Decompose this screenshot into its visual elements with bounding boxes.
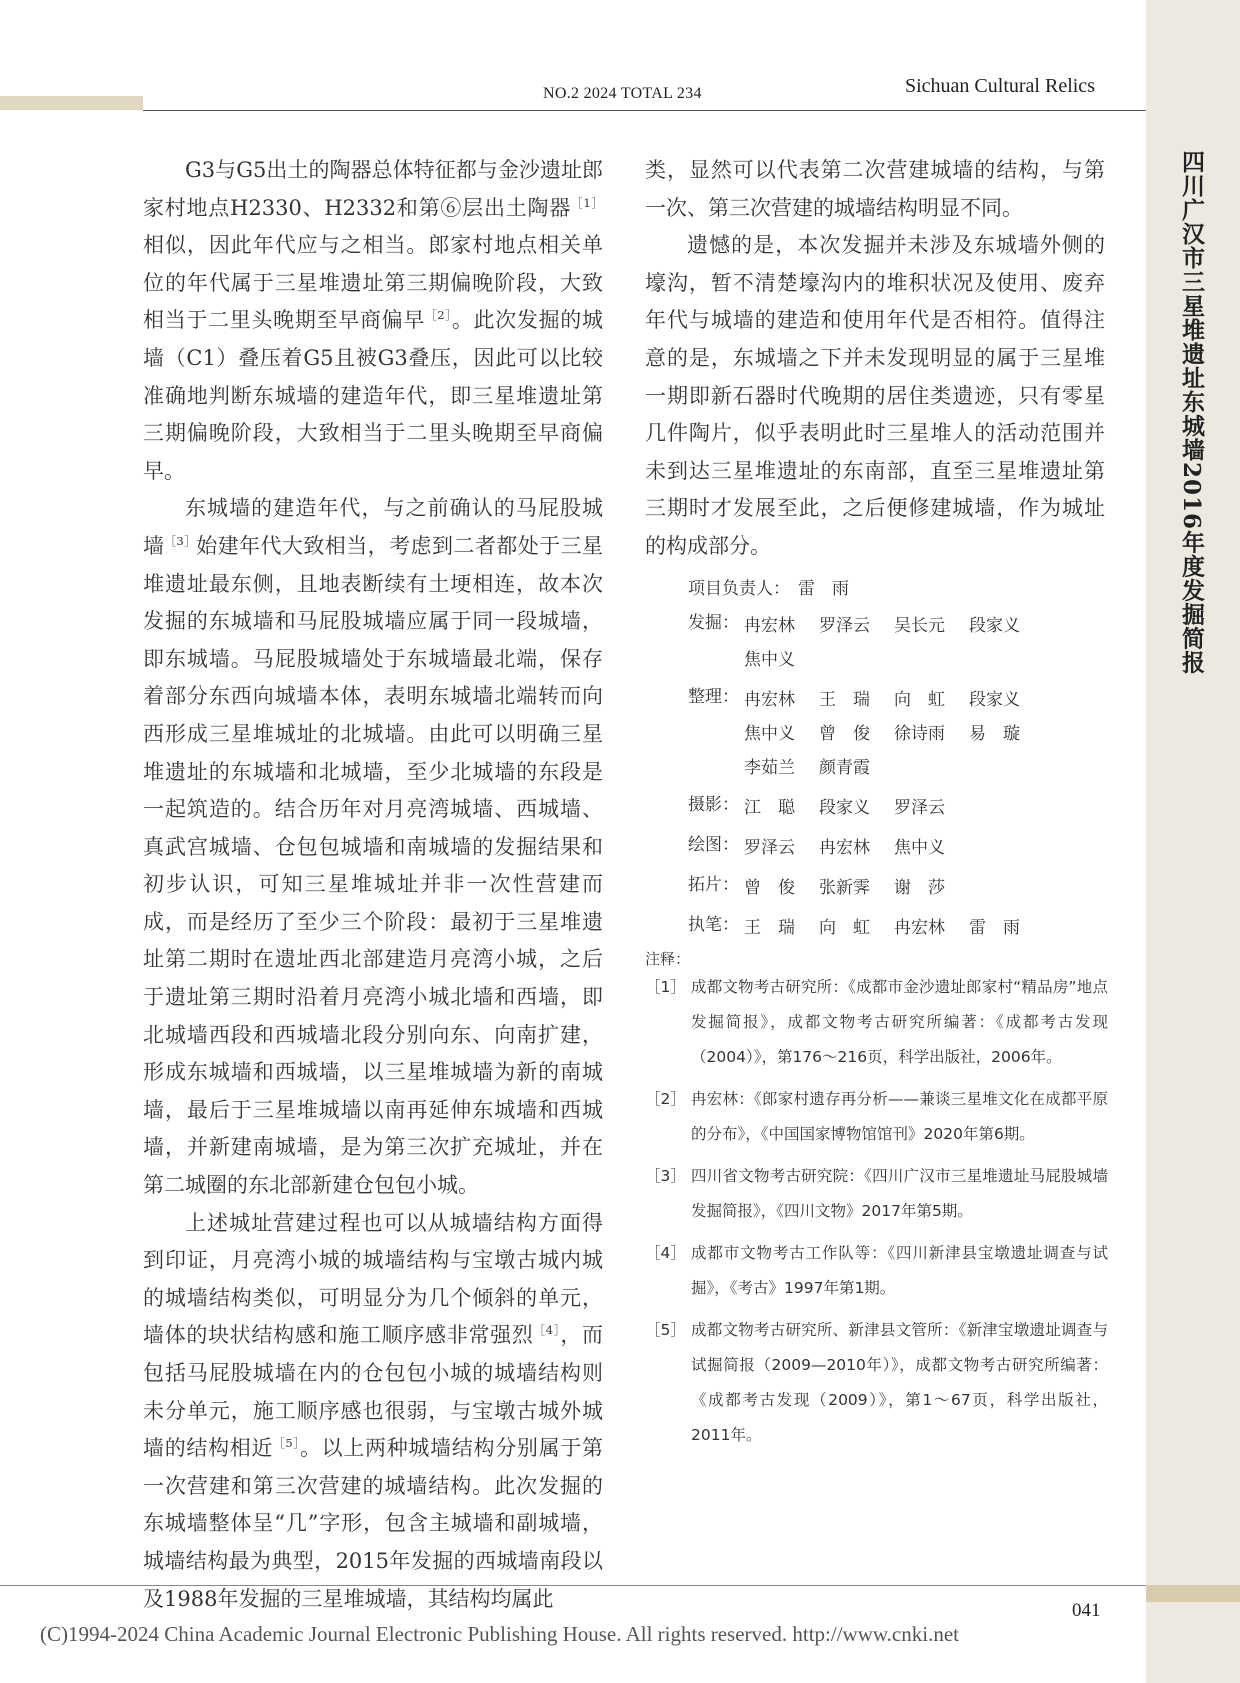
reference-item [645,1082,1108,1152]
body-paragraph [143,1205,603,1619]
credit-names [744,911,1044,945]
credit-name: 吴长元 [894,616,945,636]
note-ref[interactable]: ［3］ [164,533,197,548]
credit-row [688,791,1108,825]
credit-name: 王 瑞 [744,918,795,938]
credit-name: 谢 莎 [894,878,945,898]
body-paragraph [143,490,603,1204]
credit-name: 段家义 [819,798,870,818]
text-segment: 东城墙的建造年代，与之前确认的马屁股城墙 [143,496,603,558]
reference-number: ［2］ [645,1090,686,1108]
credit-name: 李茹兰 [744,758,795,778]
credit-name: 雷 雨 [798,579,849,599]
note-ref[interactable]: ［5］ [273,1436,300,1451]
credit-name: 曾 俊 [744,878,795,898]
text-segment: 上述城址营建过程也可以从城墙结构方面得到印证，月亮湾小城的城墙结构与宝墩古城内城的城墙结构类似，可明显分为几个倾斜的单元，墙体的块状结构感和施工顺序感非常强烈 [143,1210,603,1348]
text-segment: 相似，因此年代应与之相当。郎家村地点相关单位的年代属于三星堆遗址第三期偏晚阶段，大致相当于二里头晚期至早商偏早 [143,233,603,333]
credit-names [744,683,1044,785]
notes-heading: 注释： [645,950,691,968]
credit-name: 张新霁 [819,878,870,898]
reference-text: 四川省文物考古研究院：《四川广汉市三星堆遗址马屁股城墙发掘简报》，《四川文物》2017年第5期。 [691,1167,1108,1220]
footer-accent-bar [1146,1585,1240,1602]
footer-rule [0,1585,1146,1586]
credit-row [688,683,1108,785]
reference-text: 冉宏林：《郎家村遗存再分析——兼谈三星堆文化在成都平原的分布》，《中国国家博物馆馆刊》2020年第6期。 [691,1090,1108,1143]
reference-item [645,970,1108,1075]
credit-names [744,831,1044,865]
reference-item [645,1159,1108,1229]
credit-name: 冉宏林 [744,616,795,636]
credit-name: 罗泽云 [744,838,795,858]
credit-name: 罗泽云 [819,616,870,636]
reference-number: ［5］ [645,1321,686,1339]
credit-name: 焦中义 [744,650,795,670]
credit-row [688,575,1108,603]
note-ref[interactable]: ［2］ [425,308,452,323]
body-paragraph: 类，显然可以代表第二次营建城墙的结构，与第一次、第三次营建的城墙结构明显不同。 [645,158,1105,220]
credit-names [744,871,1044,905]
header-accent-bar [0,96,143,110]
reference-number: ［1］ [645,978,686,996]
reference-text: 成都市文物考古工作队等：《四川新津县宝墩遗址调查与试掘》，《考古》1997年第1期。 [691,1244,1108,1297]
credit-name: 颜青霞 [819,758,870,778]
credit-row [688,831,1108,865]
credit-role: 执笔： [688,915,739,935]
credit-name: 雷 雨 [969,918,1020,938]
credit-name: 向 虹 [819,918,870,938]
credit-name: 段家义 [969,690,1020,710]
credit-name: 王 瑞 [819,690,870,710]
credit-name: 易 璇 [969,724,1020,744]
page-number: 041 [1072,1600,1101,1621]
credit-name: 焦中义 [894,838,945,858]
credit-names [744,609,1044,677]
credit-row [688,911,1108,945]
credit-name: 罗泽云 [894,798,945,818]
credit-name: 冉宏林 [819,838,870,858]
reference-item [645,1313,1108,1453]
credit-role: 摄影： [688,795,739,815]
body-paragraph: 遗憾的是，本次发掘并未涉及东城墙外侧的壕沟，暂不清楚壕沟内的堆积状况及使用、废弃年代与城墙的建造和使用年代是否相符。值得注意的是，东城墙之下并未发现明显的属于三星堆一期即新石器时代晚期的居住类遗迹，只有零星几件陶片，似乎表明此时三星堆人的活动范围并未到达三星堆遗址的东南部，直至三星堆遗址第三期时才发展至此，之后便修建城墙，作为城址的构成部分。 [645,233,1105,558]
credit-role: 拓片： [688,875,739,895]
copyright-line: (C)1994-2024 China Academic Journal Electronic Publishing House. All rights reserved. http://www.cnki.net [40,1622,959,1646]
text-segment: ，而包括马屁股城墙在内的仓包包小城的城墙结构则未分单元，施工顺序感也很弱，与宝墩古城外城墙的结构相近 [143,1323,604,1461]
credit-role: 整理： [688,687,739,707]
note-ref[interactable]: ［4］ [533,1323,561,1338]
credit-name: 段家义 [969,616,1020,636]
credit-role: 绘图： [688,835,739,855]
running-title-vertical: 四川广汉市三星堆遗址东城墙2016年度发掘简报 [1178,150,1205,675]
reference-number: ［3］ [645,1167,686,1185]
credit-name: 江 聪 [744,798,795,818]
credit-role: 项目负责人： [688,579,790,599]
credit-names [798,575,1098,603]
journal-name: Sichuan Cultural Relics [905,75,1095,97]
reference-text: 成都文物考古研究所、新津县文管所：《新津宝墩遗址调查与试掘简报（2009—2010年）》，成都文物考古研究所编著：《成都考古发现（2009）》，第1～67页，科学出版社，2011年。 [691,1321,1108,1444]
text-segment: 。此次发掘的城墙（C1）叠压着G5且被G3叠压，因此可以比较准确地判断东城墙的建造年代，即三星堆遗址第三期偏晚阶段，大致相当于二里头晚期至早商偏早。 [143,308,604,483]
right-column [645,152,1105,566]
credit-name: 徐诗雨 [894,724,945,744]
text-segment: 。以上两种城墙结构分别属于第一次营建和第三次营建的城墙结构。此次发掘的东城墙整体呈“几”字形，包含主城墙和副城墙，城墙结构最为典型，2015年发掘的西城墙南段以及1988年发掘的三星堆城墙，其结构均属此 [143,1436,604,1611]
credit-row [688,871,1108,905]
credit-name: 向 虹 [894,690,945,710]
credit-name: 曾 俊 [819,724,870,744]
credit-name: 焦中义 [744,724,795,744]
reference-number: ［4］ [645,1244,686,1262]
header-rule [143,110,1146,111]
text-segment: G3与G5出土的陶器总体特征都与金沙遗址郎家村地点H2330、H2332和第⑥层出土陶器 [143,158,603,220]
text-segment: 始建年代大致相当，考虑到二者都处于三星堆遗址最东侧，且地表断续有土埂相连，故本次发掘的东城墙和马屁股城墙应属于同一段城墙，即东城墙。马屁股城墙处于东城墙最北端，保存着部分东西向城墙本体，表明东城墙北端转而向西形成三星堆城址的北城墙。由此可以明确三星堆遗址的东城墙和北城墙，至少北城墙的东段是一起筑造的。结合历年对月亮湾城墙、西城墙、真武宫城墙、仓包包城墙和南城墙的发掘结果和初步认识，可知三星堆城址并非一次性营建而成，而是经历了至少三个阶段：最初于三星堆遗址第二期时在遗址西北部建造月亮湾小城，之后于遗址第三期时沿着月亮湾小城北墙和西墙，即北城墙西段和西城墙北段分别向东、向南扩建，形成东城墙和西城墙，以三星堆城墙为新的南城墙，最后于三星堆城墙以南再延伸东城墙和西城墙，并新建南城墙，是为第三次扩充城址，并在第二城圈的东北部新建仓包包小城。 [143,533,603,1198]
credit-names [744,791,1044,825]
body-paragraph [143,152,603,490]
credit-row [688,609,1108,677]
credit-role: 发掘： [688,613,739,633]
credit-name: 冉宏林 [744,690,795,710]
reference-list [645,970,1108,1460]
left-column [143,152,603,1618]
issue-info: NO.2 2024 TOTAL 234 [543,85,702,102]
reference-item [645,1236,1108,1306]
note-ref[interactable]: ［1］ [571,195,603,210]
credit-name: 冉宏林 [894,918,945,938]
reference-text: 成都文物考古研究所：《成都市金沙遗址郎家村“精品房”地点发掘简报》，成都文物考古研究所编著：《成都考古发现（2004）》，第176～216页，科学出版社，2006年。 [691,978,1108,1066]
project-credits [688,575,1108,951]
